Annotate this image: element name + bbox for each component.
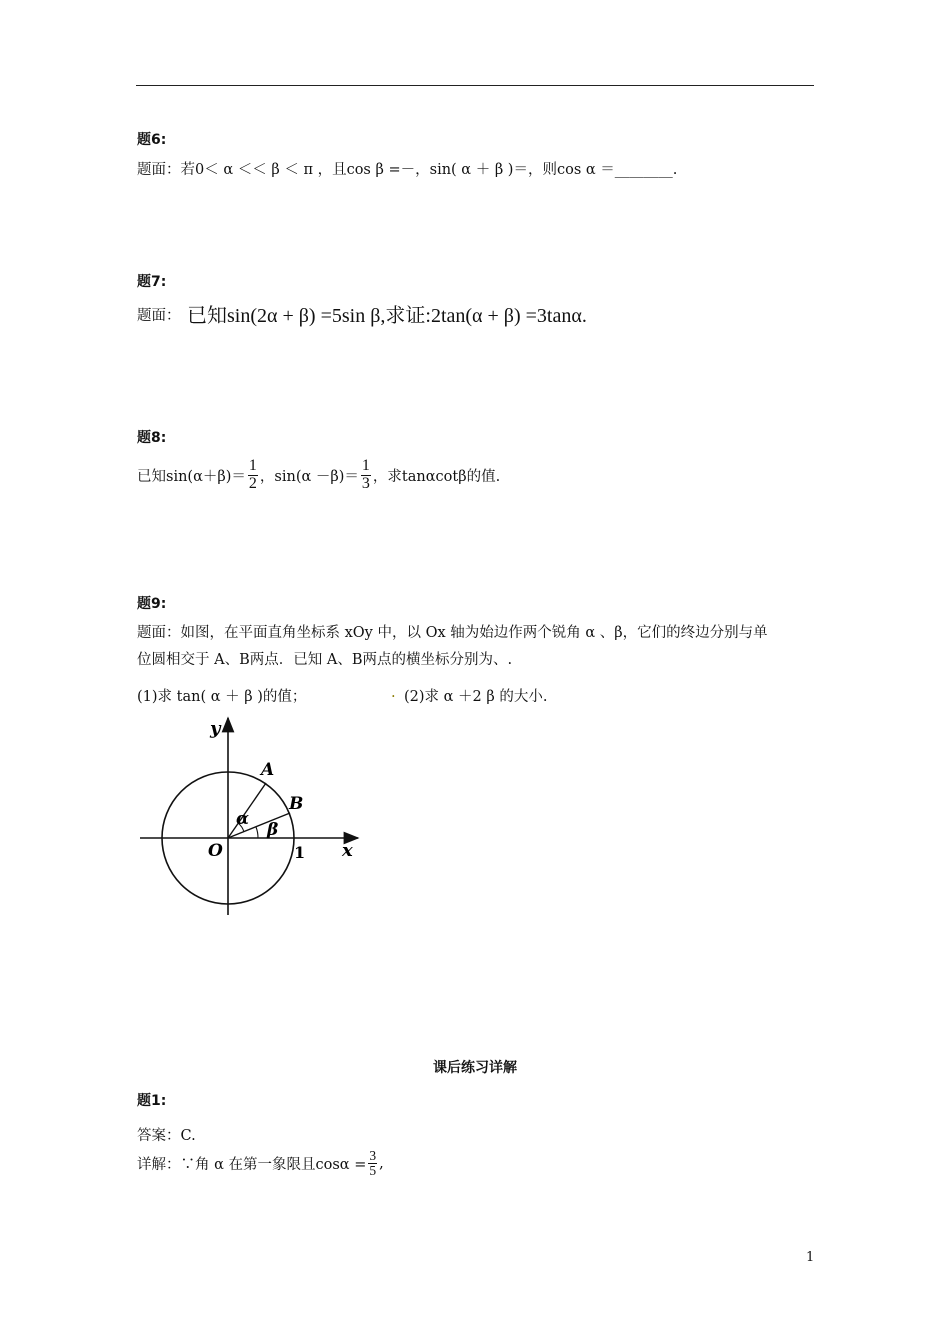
answers-q1-title: 题1: [137, 1093, 167, 1109]
q8-frac1-num: 1 [248, 457, 257, 474]
y-label: y [210, 718, 221, 739]
q8-part1: 已知sin(α＋β)＝ [137, 468, 246, 485]
q8-fraction-2 [361, 458, 371, 493]
q7-title: 题7: [137, 274, 167, 290]
q9-line1: 题面：如图，在平面直角坐标系 xOy 中，以 Ox 轴为始边作两个锐角 α 、β，它们的终边分别与单 [137, 625, 768, 641]
q7-prefix: 题面： [137, 308, 181, 324]
beta-arc [256, 827, 258, 838]
q9-sub1: (1)求 tan( α ＋ β )的值； [137, 689, 307, 705]
q6-text: 题面：若0＜ α ＜＜ β ＜ π ，且cos β =－，sin( α ＋ β )＝，则cos α ＝________. [137, 162, 678, 178]
beta-label: β [267, 820, 279, 840]
q7-formula: 已知sin(2α + β) =5sin β,求证:2tan(α + β) =3tanα. [187, 305, 587, 327]
alpha-label: α [236, 809, 250, 829]
one-label: 1 [294, 843, 306, 862]
page-number: 1 [806, 1250, 815, 1265]
q8-fraction-1 [248, 458, 258, 493]
point-b-label: B [289, 794, 304, 814]
answers-q1-detail [137, 1149, 384, 1178]
q8-part3: ，求tanαcotβ的值. [372, 468, 501, 485]
answers-q1-answer: 答案：C. [137, 1128, 196, 1144]
q8-frac2-num: 1 [361, 457, 370, 474]
q8-text [137, 458, 500, 493]
q9-title: 题9: [137, 596, 167, 612]
answers-frac-num: 3 [369, 1148, 377, 1163]
answers-detail-prefix: 详解：∵角 α 在第一象限且cosα = [137, 1157, 367, 1174]
answers-fraction [368, 1149, 377, 1178]
q8-part2: ，sin(α －β)＝ [259, 468, 359, 485]
header-rule [136, 85, 814, 86]
q6-title: 题6: [137, 132, 167, 148]
q8-frac1-den: 2 [248, 474, 257, 492]
answers-section-title: 课后练习详解 [433, 1060, 517, 1076]
point-a-label: A [261, 760, 275, 780]
unit-circle-figure [130, 710, 370, 920]
q8-title: 题8: [137, 430, 167, 446]
q9-sub2: (2)求 α ＋2 β 的大小. [404, 689, 548, 705]
x-label: x [342, 840, 353, 861]
answers-frac-den: 5 [369, 1163, 377, 1179]
q9-dot: . [391, 685, 396, 701]
q9-line2: 位圆相交于 A、B两点．已知 A、B两点的横坐标分别为、. [137, 652, 513, 668]
q8-frac2-den: 3 [361, 474, 370, 492]
answers-detail-suffix: , [379, 1155, 384, 1172]
origin-label: O [208, 841, 223, 861]
